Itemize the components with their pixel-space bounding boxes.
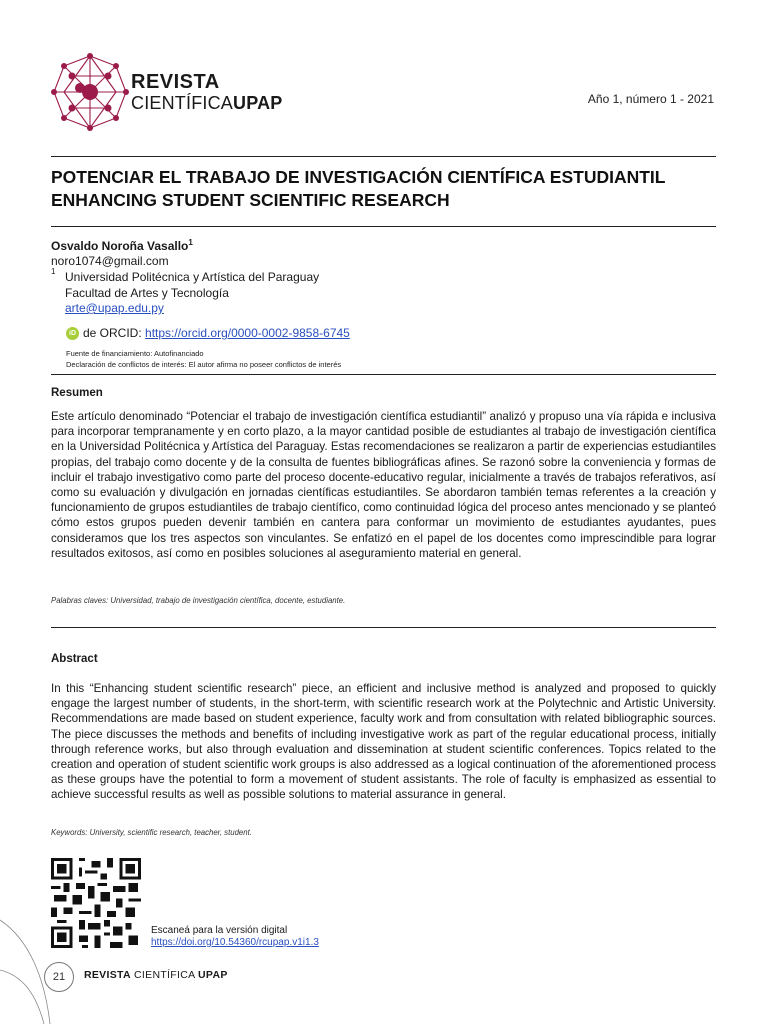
- resumen-keywords: Palabras claves: Universidad, trabajo de investigación científica, docente, estudiante.: [51, 596, 346, 605]
- journal-brand-line1: REVISTA: [131, 71, 220, 93]
- resumen-heading: Resumen: [51, 387, 103, 399]
- divider: [51, 226, 716, 227]
- abstract-text: In this “Enhancing student scientific research” piece, an efficient and inclusive method is analyzed and proposed to quickly engage the largest number of students, in the short-term, with scientific research work at the Polytechnic and Artistic University. Recommendations are made based on student experience, faculty work and from consultation with related bibliographic sources. The piece discusses the methods and benefits of including investigative work as part of the regular educational process, initially through reference works, but also through evaluation and dissemination at student scientific conferences. Topics related to the creation and operation of student scientific work groups is also addressed as a logical continuation of the aforementioned process as these groups have the potential to form a movement of student assistants. The role of faculty is emphasized as essential to achieve successful results as well as possible solutions to material assurance in general.: [51, 682, 716, 802]
- divider: [51, 156, 716, 157]
- divider: [51, 627, 716, 628]
- abstract-heading: Abstract: [51, 653, 98, 665]
- brand-word-cientifica: CIENTÍFICA: [131, 93, 234, 113]
- author-superscript: 1: [188, 238, 193, 247]
- abstract-keywords: Keywords: University, scientific research, teacher, student.: [51, 828, 252, 837]
- title-en: ENHANCING STUDENT SCIENTIFIC RESEARCH: [51, 190, 450, 210]
- conflicts-note: Declaración de conflictos de interés: El autor afirma no poseer conflictos de interés: [66, 360, 342, 369]
- affiliation-university: Universidad Politécnica y Artística del Paraguay: [65, 270, 320, 284]
- footer-brand-upap: UPAP: [198, 969, 228, 981]
- divider: [51, 374, 716, 375]
- author-name-text: Osvaldo Noroña Vasallo: [51, 239, 189, 253]
- page-number: 21: [44, 962, 74, 992]
- digital-version-note: [151, 925, 319, 949]
- resumen-text: Este artículo denominado “Potenciar el trabajo de investigación científica estudiantil” analizó y propuso una vía rápida e inclusiva para incorporar tempranamente y en corto plazo, a la mayor cantidad posible de estudiantes al trabajo de investigación científica en la Universidad Politécnica y Artística del Paraguay. Estas recomendaciones se realizaron a partir de experiencias estudiantiles propias, del trabajo como docente y de la consulta de fuentes bibliográficas afines. Se razonó sobre la conveniencia y formas de incluir el trabajo investigativo como parte del proceso docente-educativo regular, inicialmente a través de trabajos referativos, así como su evaluación y divulgación en jornadas científicas estudiantiles. Se abordaron también temas referentes a la creación y funcionamiento de grupos estudiantiles de trabajo científico, como continuidad lógica del proceso antes mencionado y se planteó cómo estos grupos pueden devenir también en cantera para conformar un movimiento de estudiantes ayudantes, pues consideramos que los tres aspectos son vinculantes. Se enfatizó en el papel de los docentes como imprescindible para lograr resultados exitosos, así como en posibles soluciones al aseguramiento material en general.: [51, 410, 716, 560]
- molecule-sphere-logo-icon: [50, 52, 130, 132]
- author-email[interactable]: noro1074@gmail.com: [51, 254, 169, 268]
- affiliation-marker: 1: [51, 267, 56, 276]
- orcid-label: de ORCID:: [83, 326, 142, 340]
- article-title: [51, 166, 721, 212]
- issue-info: Año 1, número 1 - 2021: [587, 92, 714, 106]
- orcid-line: [66, 325, 350, 341]
- funding-note: Fuente de financiamiento: Autofinanciado: [66, 349, 204, 358]
- orcid-link[interactable]: https://orcid.org/0000-0002-9858-6745: [145, 326, 350, 340]
- orcid-icon: iD: [66, 327, 79, 340]
- title-es: POTENCIAR EL TRABAJO DE INVESTIGACIÓN CIENTÍFICA ESTUDIANTIL: [51, 167, 666, 187]
- journal-brand-line2: [131, 93, 283, 113]
- author-name: [51, 238, 193, 253]
- footer-brand-revista: REVISTA: [84, 969, 131, 981]
- footer-brand: [84, 969, 228, 981]
- qr-code-icon[interactable]: [51, 858, 141, 948]
- scan-label: Escaneá para la versión digital: [151, 925, 288, 936]
- doi-link[interactable]: https://doi.org/10.54360/rcupap.v1i1.3: [151, 937, 319, 948]
- affiliation-email-link[interactable]: arte@upap.edu.py: [65, 301, 164, 315]
- affiliation-faculty: Facultad de Artes y Tecnología: [65, 286, 229, 300]
- brand-word-upap: UPAP: [233, 93, 283, 113]
- footer-brand-cientifica: CIENTÍFICA: [134, 969, 195, 981]
